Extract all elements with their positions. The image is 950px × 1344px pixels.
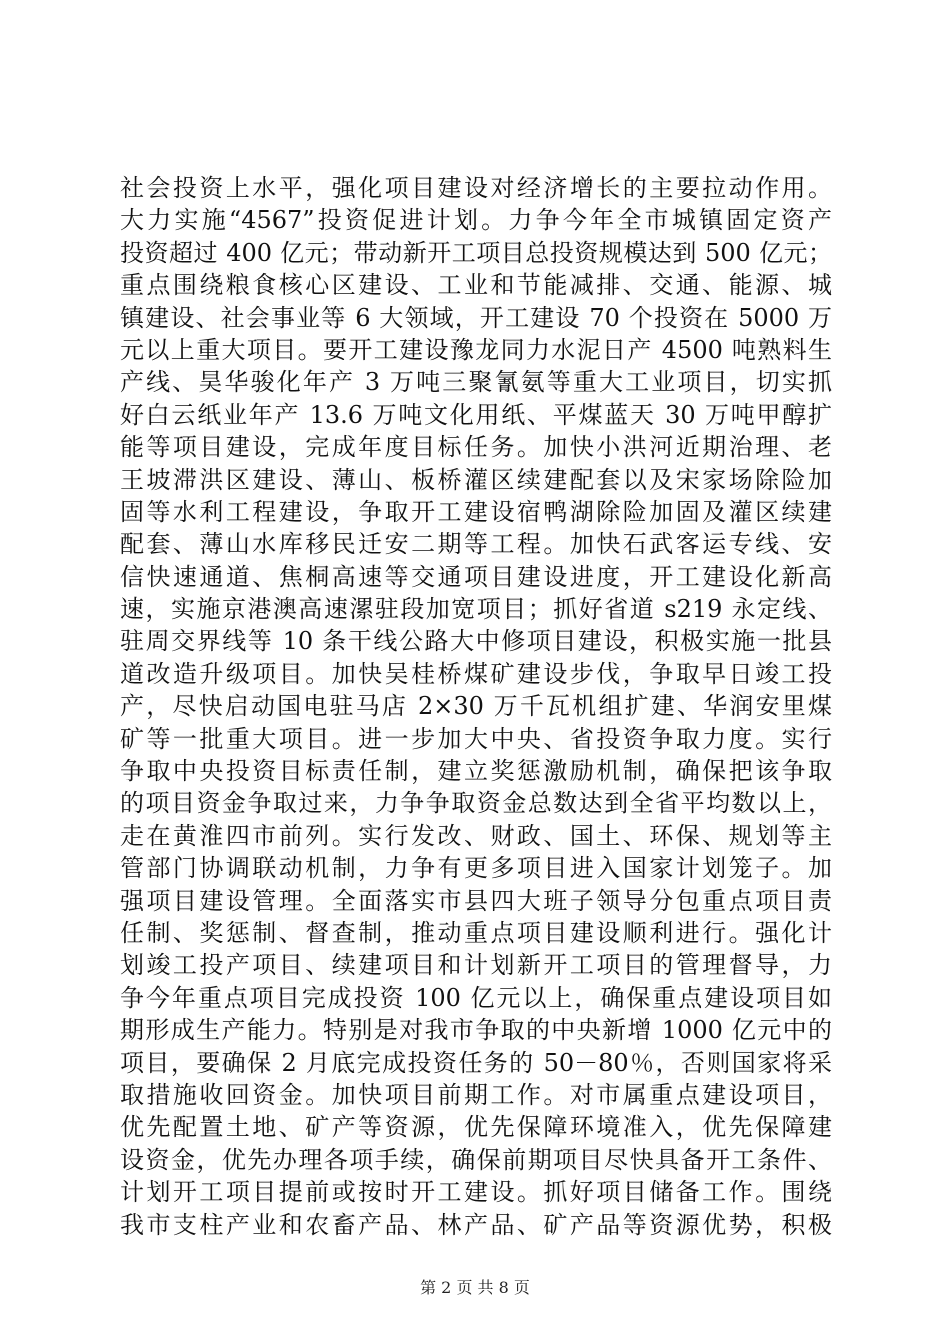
text-line: 走在黄淮四市前列。实行发改、财政、国土、环保、规划等主 xyxy=(120,821,832,850)
text-line: 重点围绕粮食核心区建设、工业和节能减排、交通、能源、城 xyxy=(120,271,832,300)
text-line: 争今年重点项目完成投资 100 亿元以上，确保重点建设项目如 xyxy=(120,983,832,1012)
text-line: 强项目建设管理。全面落实市县四大班子领导分包重点项目责 xyxy=(120,886,832,915)
text-line: 期形成生产能力。特别是对我市争取的中央新增 1000 亿元中的 xyxy=(120,1016,832,1045)
text-line: 矿等一批重大项目。进一步加大中央、省投资争取力度。实行 xyxy=(120,724,832,753)
text-line: 大力实施“4567”投资促进计划。力争今年全市城镇固定资产 xyxy=(120,206,832,235)
text-line: 镇建设、社会事业等 6 大领域，开工建设 70 个投资在 5000 万 xyxy=(120,303,832,332)
text-line: 计划开工项目提前或按时开工建设。抓好项目储备工作。围绕 xyxy=(120,1178,832,1207)
text-line: 产线、昊华骏化年产 3 万吨三聚氰氨等重大工业项目，切实抓 xyxy=(120,368,832,397)
text-line: 配套、薄山水库移民迁安二期等工程。加快石武客运专线、安 xyxy=(120,530,832,559)
text-line: 王坡滞洪区建设、薄山、板桥灌区续建配套以及宋家场除险加 xyxy=(120,465,832,494)
text-line: 道改造升级项目。加快吴桂桥煤矿建设步伐，争取早日竣工投 xyxy=(120,659,832,688)
body-paragraph xyxy=(120,172,832,1241)
text-line: 固等水利工程建设，争取开工建设宿鸭湖除险加固及灌区续建 xyxy=(120,497,832,526)
text-line: 取措施收回资金。加快项目前期工作。对市属重点建设项目， xyxy=(120,1080,832,1109)
text-line: 设资金，优先办理各项手续，确保前期项目尽快具备开工条件、 xyxy=(120,1145,832,1174)
text-line: 产，尽快启动国电驻马店 2×30 万千瓦机组扩建、华润安里煤 xyxy=(120,692,832,721)
page-number-footer: 第 2 页 共 8 页 xyxy=(420,1278,530,1297)
text-line: 项目，要确保 2 月底完成投资任务的 50－80％，否则国家将采 xyxy=(120,1048,832,1077)
text-line: 的项目资金争取过来，力争争取资金总数达到全省平均数以上， xyxy=(120,789,832,818)
text-line: 划竣工投产项目、续建项目和计划新开工项目的管理督导，力 xyxy=(120,951,832,980)
text-line: 信快速通道、焦桐高速等交通项目建设进度，开工建设化新高 xyxy=(120,562,832,591)
text-line: 速，实施京港澳高速漯驻段加宽项目；抓好省道 s219 永定线、 xyxy=(120,595,832,624)
text-line: 好白云纸业年产 13.6 万吨文化用纸、平煤蓝天 30 万吨甲醇扩 xyxy=(120,400,832,429)
text-line: 元以上重大项目。要开工建设豫龙同力水泥日产 4500 吨熟料生 xyxy=(120,335,832,364)
text-line: 争取中央投资目标责任制，建立奖惩激励机制，确保把该争取 xyxy=(120,757,832,786)
text-line: 投资超过 400 亿元；带动新开工项目总投资规模达到 500 亿元； xyxy=(120,238,832,267)
text-line: 社会投资上水平，强化项目建设对经济增长的主要拉动作用。 xyxy=(120,174,832,202)
text-line: 优先配置土地、矿产等资源，优先保障环境准入，优先保障建 xyxy=(120,1113,832,1142)
text-line: 我市支柱产业和农畜产品、林产品、矿产品等资源优势，积极 xyxy=(120,1210,832,1239)
text-line: 驻周交界线等 10 条干线公路大中修项目建设，积极实施一批县 xyxy=(120,627,832,656)
text-line: 能等项目建设，完成年度目标任务。加快小洪河近期治理、老 xyxy=(120,433,832,462)
text-line: 管部门协调联动机制，力争有更多项目进入国家计划笼子。加 xyxy=(120,854,832,883)
text-line: 任制、奖惩制、督查制，推动重点项目建设顺利进行。强化计 xyxy=(120,918,832,947)
